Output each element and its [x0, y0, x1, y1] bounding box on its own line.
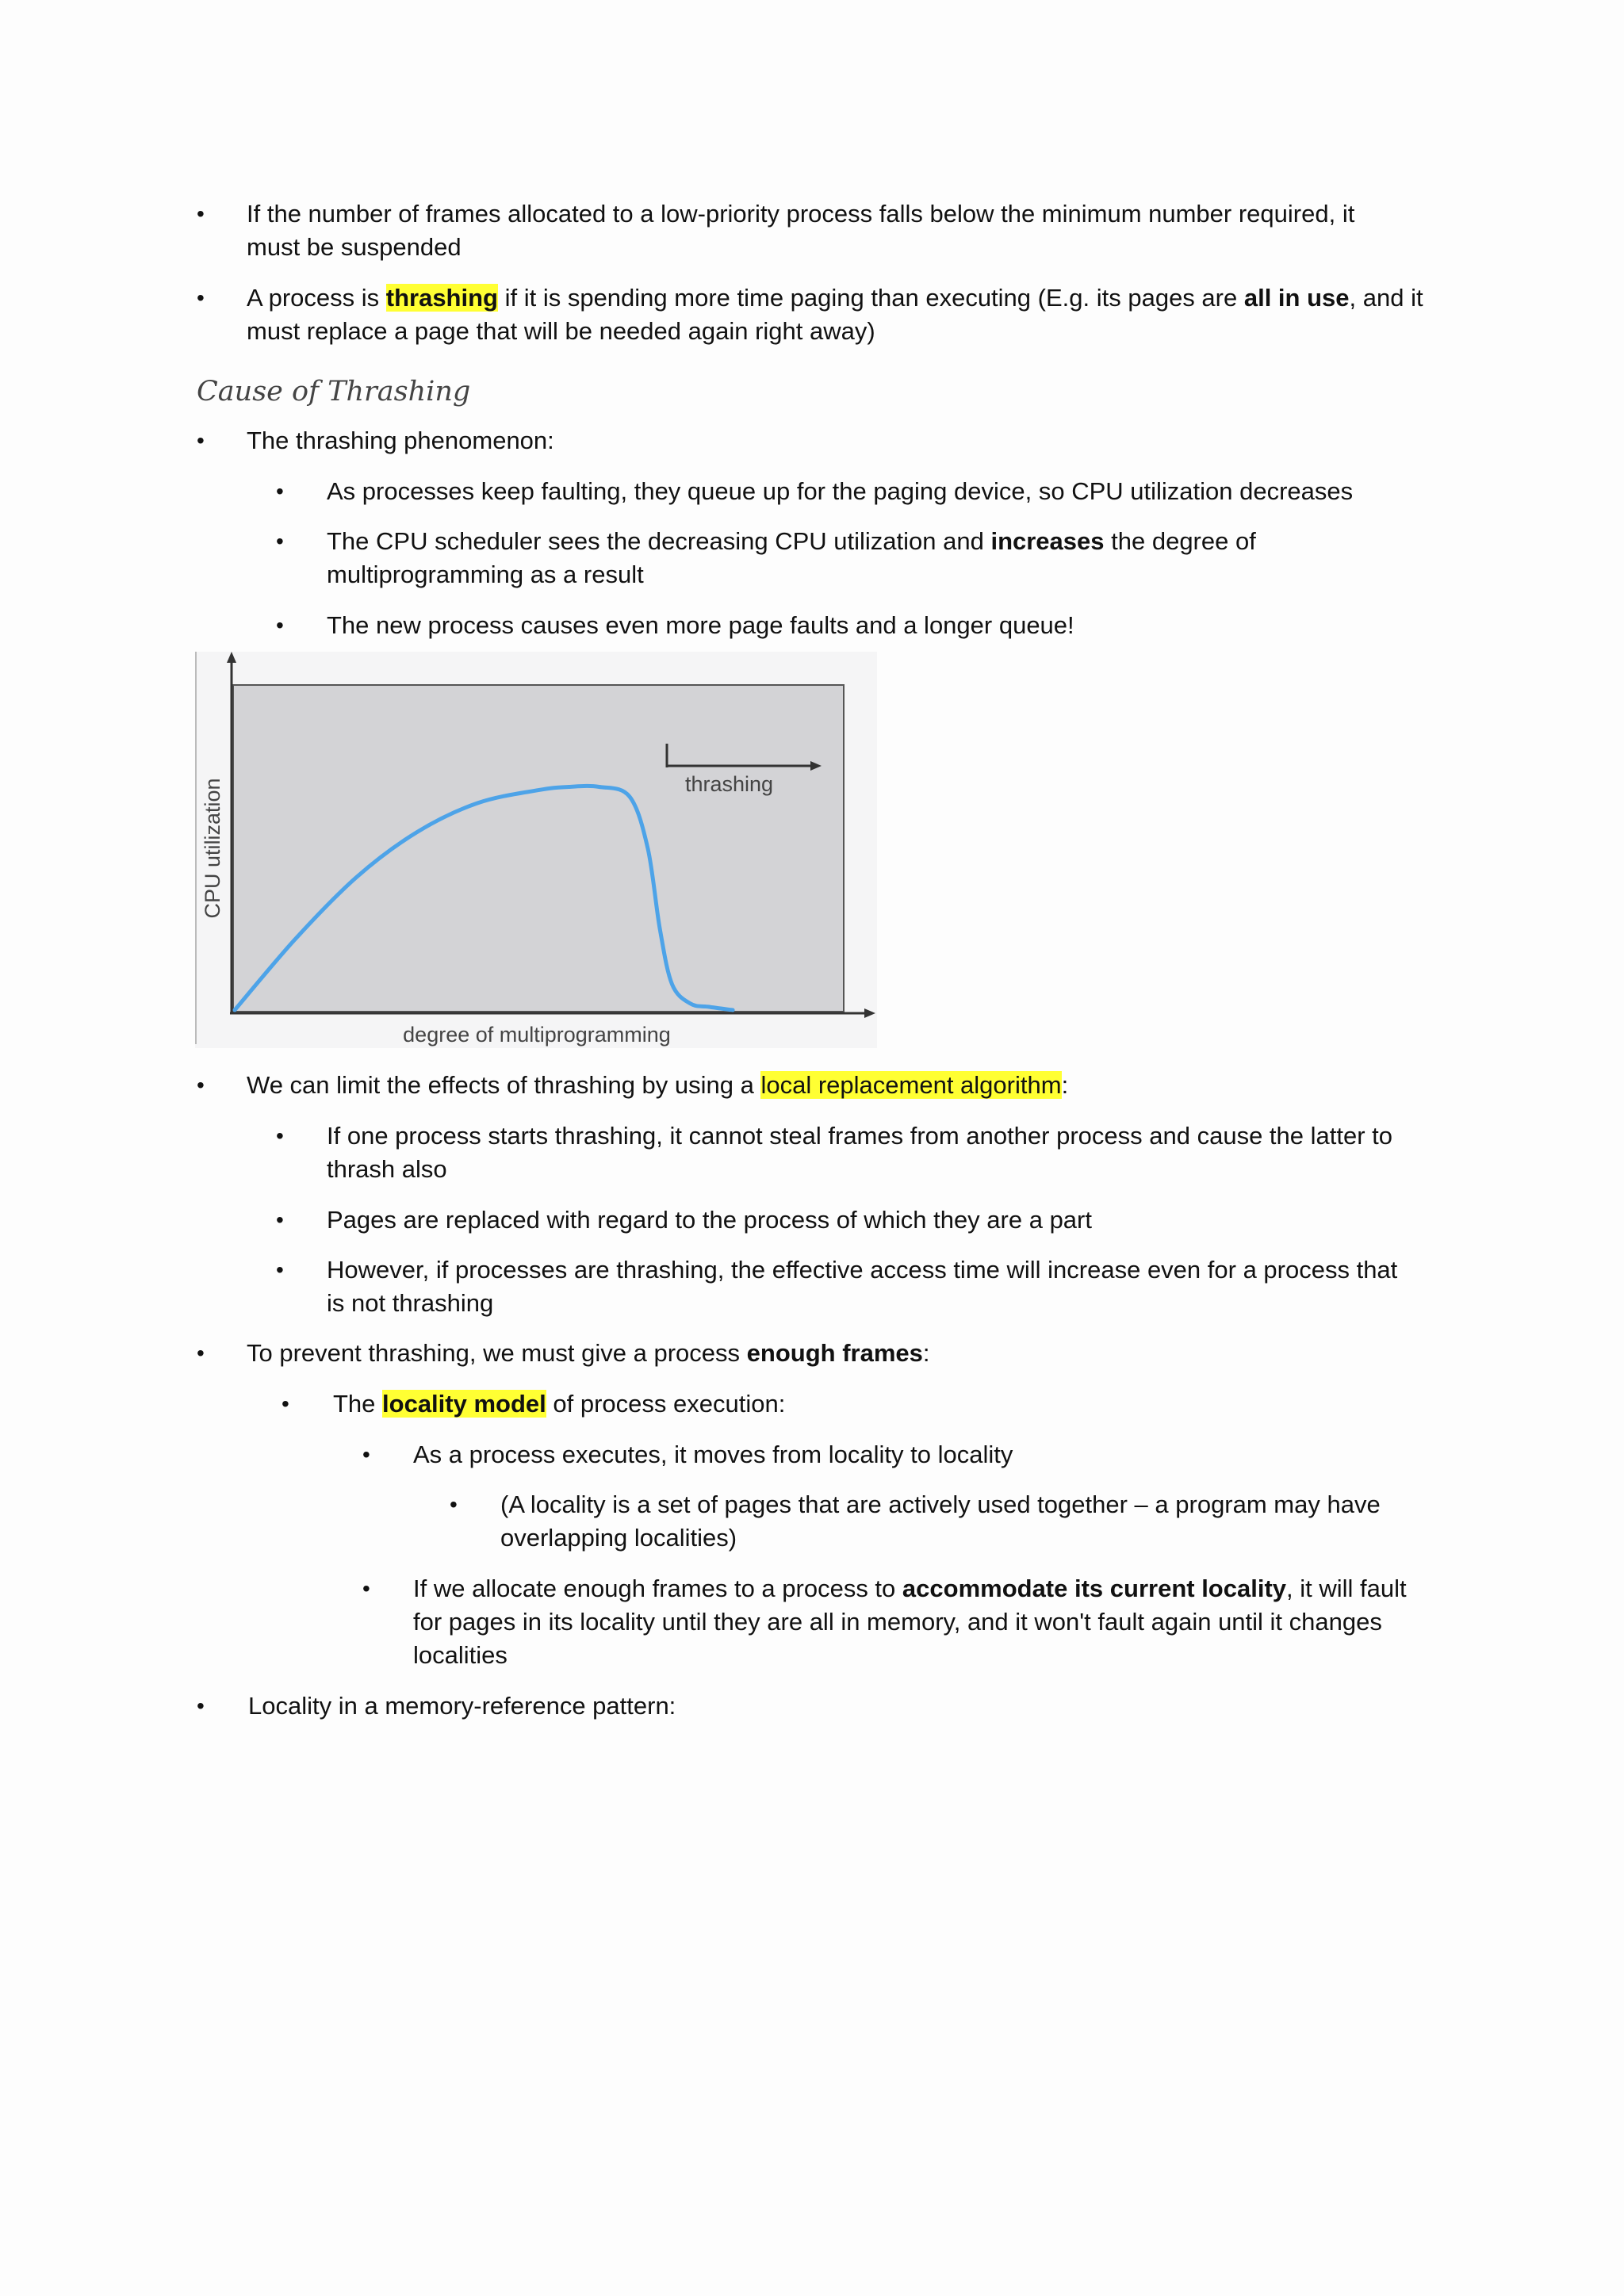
y-axis-label: CPU utilization — [201, 778, 224, 919]
bullet: • — [197, 1693, 205, 1718]
highlight-local-replacement-algorithm: local replacement algorithm — [760, 1071, 1062, 1099]
bullet: • — [276, 613, 284, 637]
subitem-cannot-steal-frames: If one process starts thrashing, it cannot steal frames from another process and cause the latter to thrash also — [327, 1122, 1393, 1183]
bullet: • — [276, 529, 284, 553]
highlight-thrashing: thrashing — [385, 284, 498, 312]
bullet: • — [276, 479, 284, 503]
x-axis-label: degree of multiprogramming — [403, 1023, 671, 1047]
thrashing-chart — [195, 652, 877, 1048]
thrashing-chart-svg — [195, 652, 877, 1048]
paragraph-local-replacement: We can limit the effects of thrashing by using a local replacement algorithm: — [247, 1071, 1069, 1099]
subitem-cpu-scheduler: The CPU scheduler sees the decreasing CPU utilization and increases the degree of multiprogramming as a result — [327, 527, 1256, 588]
subitem-pages-replaced: Pages are replaced with regard to the process of which they are a part — [327, 1206, 1092, 1234]
subitem-processes-faulting: As processes keep faulting, they queue up for the paging device, so CPU utilization decreases — [327, 477, 1354, 505]
bullet: • — [197, 285, 205, 310]
subitem-effective-access-time: However, if processes are thrashing, the effective access time will increase even for a process that is not thrashing — [327, 1256, 1398, 1317]
bullet: • — [197, 201, 205, 226]
bullet: • — [362, 1442, 370, 1467]
bullet: • — [276, 1257, 284, 1282]
subsubitem-moves-locality: As a process executes, it moves from locality to locality — [413, 1441, 1013, 1468]
bullet: • — [450, 1492, 458, 1517]
thrashing-annotation-label: thrashing — [685, 772, 774, 796]
paragraph-frames-below-minimum: If the number of frames allocated to a low-priority process falls below the minimum number required, it must be suspended — [247, 200, 1355, 261]
subitem-locality-model: The locality model of process execution: — [333, 1390, 786, 1418]
bullet: • — [276, 1123, 284, 1148]
bullet: • — [362, 1576, 370, 1601]
bullet: • — [197, 1073, 205, 1097]
paragraph-thrashing-definition: A process is thrashing if it is spending more time paging than executing (E.g. its pages are all in use, and it must replace a page that will be needed again right away) — [247, 284, 1423, 345]
plot-area — [233, 685, 844, 1012]
subitem-new-process: The new process causes even more page faults and a longer queue! — [327, 611, 1074, 639]
paragraph-locality-pattern: Locality in a memory-reference pattern: — [248, 1692, 676, 1720]
bullet: • — [197, 428, 205, 453]
subsubsubitem-locality-definition: (A locality is a set of pages that are actively used together – a program may have overlapping localities) — [500, 1490, 1381, 1552]
bullet: • — [276, 1207, 284, 1232]
section-heading-cause-of-thrashing: Cause of Thrashing — [197, 376, 471, 408]
bullet: • — [197, 1341, 205, 1365]
paragraph-enough-frames: To prevent thrashing, we must give a process enough frames: — [247, 1339, 930, 1367]
bullet: • — [282, 1391, 289, 1416]
highlight-locality-model: locality model — [382, 1390, 546, 1418]
subsubitem-accommodate-locality: If we allocate enough frames to a process to accommodate its current locality, it will fault for pages in its locality until they are all in memory, and it won't fault again until it changes localities — [413, 1575, 1407, 1669]
paragraph-thrashing-phenomenon: The thrashing phenomenon: — [247, 427, 554, 454]
